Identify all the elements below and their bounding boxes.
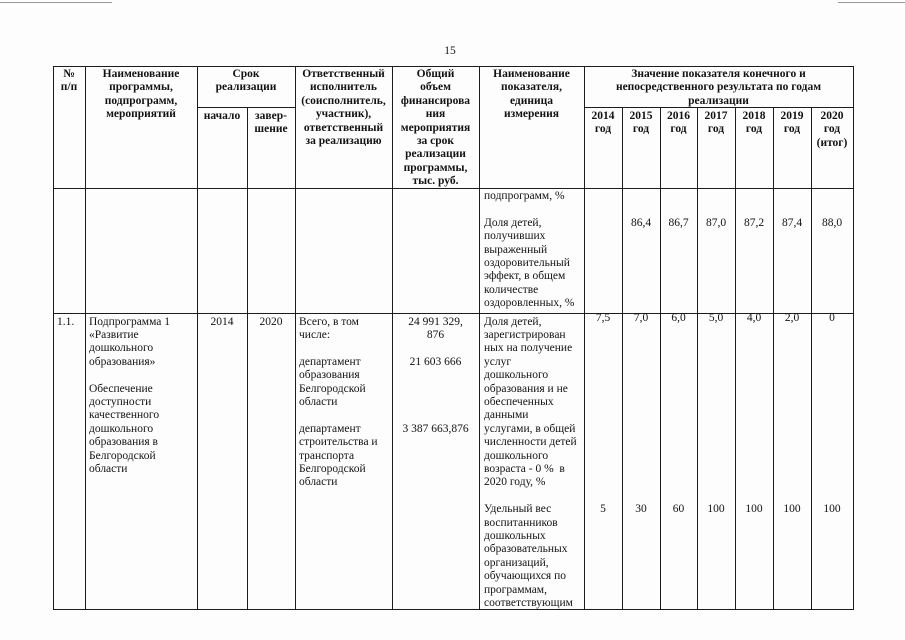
row-2-value-b-2014: 5 (600, 503, 606, 515)
header-year-2014: 2014 год (591, 110, 615, 136)
row-2-responsible-total: Всего, в том числе: (299, 315, 359, 341)
grid-line-vertical (85, 66, 86, 610)
row-1-indicator-continued: подпрограмм, % (484, 190, 565, 202)
row-2-funding-total: 24 991 329, 876 (408, 315, 463, 341)
row-2-value-b-2019: 100 (783, 503, 801, 515)
grid-line-vertical (584, 66, 585, 610)
header-term: Срок реализации (215, 68, 277, 94)
row-2-value-a-2018: 4,0 (746, 312, 762, 324)
row-2-value-a-2017: 5,0 (708, 312, 724, 324)
header-year-2018: 2018 год (742, 110, 766, 136)
row-2-funding-construction: 3 387 663,876 (402, 422, 469, 435)
row-2-responsible-education: департамент образования Белгородской области (299, 355, 366, 408)
row-2-indicator-1: Доля детей, зарегистрирован ных на получение услуг дошкольного образования и не обеспеченных данными услугами, в общей численности детей дошкольного возраста - 0 % в 2020 году, % (484, 315, 577, 489)
row-2-value-a-2020: 0 (829, 312, 835, 324)
grid-line-vertical (53, 66, 54, 610)
header-name: Наименование программы, подпрограмм, мероприятий (102, 68, 180, 121)
row-1-value-2015: 86,4 (630, 216, 652, 229)
grid-line-vertical (811, 107, 812, 610)
row-2-value-b-2020: 100 (823, 503, 841, 515)
row-2-funding-education: 21 603 666 (409, 355, 462, 368)
row-2-value-a-2014: 7,5 (595, 312, 611, 324)
row-2-start-year: 2014 (210, 315, 234, 328)
grid-line-vertical (622, 107, 623, 610)
row-1-indicator: Доля детей, получивших выраженный оздоровительный эффект, в общем количестве оздоровленных, % (484, 216, 575, 310)
row-1-value-2017: 87,0 (705, 216, 727, 229)
header-year-2015: 2015 год (629, 110, 653, 136)
row-1-value-2016: 86,7 (668, 216, 689, 229)
header-end: завер- шение (254, 110, 288, 136)
row-2-measure: Обеспечение доступности качественного дошкольного образования в Белгородской области (89, 382, 160, 475)
grid-line-horizontal (53, 609, 854, 610)
header-indicator: Наименование показателя, единица измерения (493, 68, 570, 121)
header-year-2020: 2020 год (итог) (816, 110, 848, 149)
header-funding: Общий объем финансирова ния мероприятия за срок реализации программы, тыс. руб. (400, 68, 471, 188)
grid-line-vertical (735, 107, 736, 610)
grid-line-horizontal (53, 66, 854, 67)
grid-line-horizontal (197, 107, 295, 108)
grid-line-vertical (697, 107, 698, 610)
row-1-value-2020: 88,0 (821, 216, 843, 229)
header-values-title: Значение показателя конечного и непосредственного результата по годам реализации (615, 68, 822, 107)
row-2-value-b-2016: 60 (672, 503, 685, 515)
row-2-indicator-2: Удельный вес воспитанников дошкольных образовательных организаций, обучающихся по программам, соответствующим (484, 503, 573, 609)
header-number: № п/п (60, 68, 78, 94)
grid-line-vertical (773, 107, 774, 610)
header-start: начало (203, 110, 241, 122)
row-2-value-b-2015: 30 (635, 503, 647, 515)
scan-edge-line (838, 2, 905, 3)
grid-line-vertical (197, 66, 198, 610)
header-year-2016: 2016 год (667, 110, 690, 136)
row-1-value-2019: 87,4 (781, 216, 803, 229)
grid-line-vertical (853, 66, 854, 610)
page-number: 15 (444, 45, 456, 57)
row-2-value-b-2018: 100 (745, 503, 763, 515)
row-2-value-a-2015: 7,0 (633, 312, 649, 324)
grid-line-vertical (247, 107, 248, 610)
row-2-value-a-2016: 6,0 (671, 312, 686, 324)
row-2-value-a-2019: 2,0 (784, 312, 800, 324)
header-year-2019: 2019 год (780, 110, 804, 136)
grid-line-vertical (660, 107, 661, 610)
header-year-2017: 2017 год (704, 110, 728, 136)
scan-edge-line (0, 2, 112, 3)
row-2-value-b-2017: 100 (707, 503, 725, 515)
row-2-end-year: 2020 (259, 315, 283, 328)
row-1-value-2018: 87,2 (743, 216, 765, 229)
row-2-responsible-construction: департамент строительства и транспорта Белгородской области (299, 422, 378, 489)
row-2-subprogram-title: Подпрограмма 1 «Развитие дошкольного образования» (89, 315, 171, 368)
header-responsible: Ответственный исполнитель (соисполнитель, участник), ответственный за реализацию (301, 68, 386, 148)
row-2-number: 1.1. (57, 315, 75, 328)
grid-line-vertical (479, 66, 480, 610)
